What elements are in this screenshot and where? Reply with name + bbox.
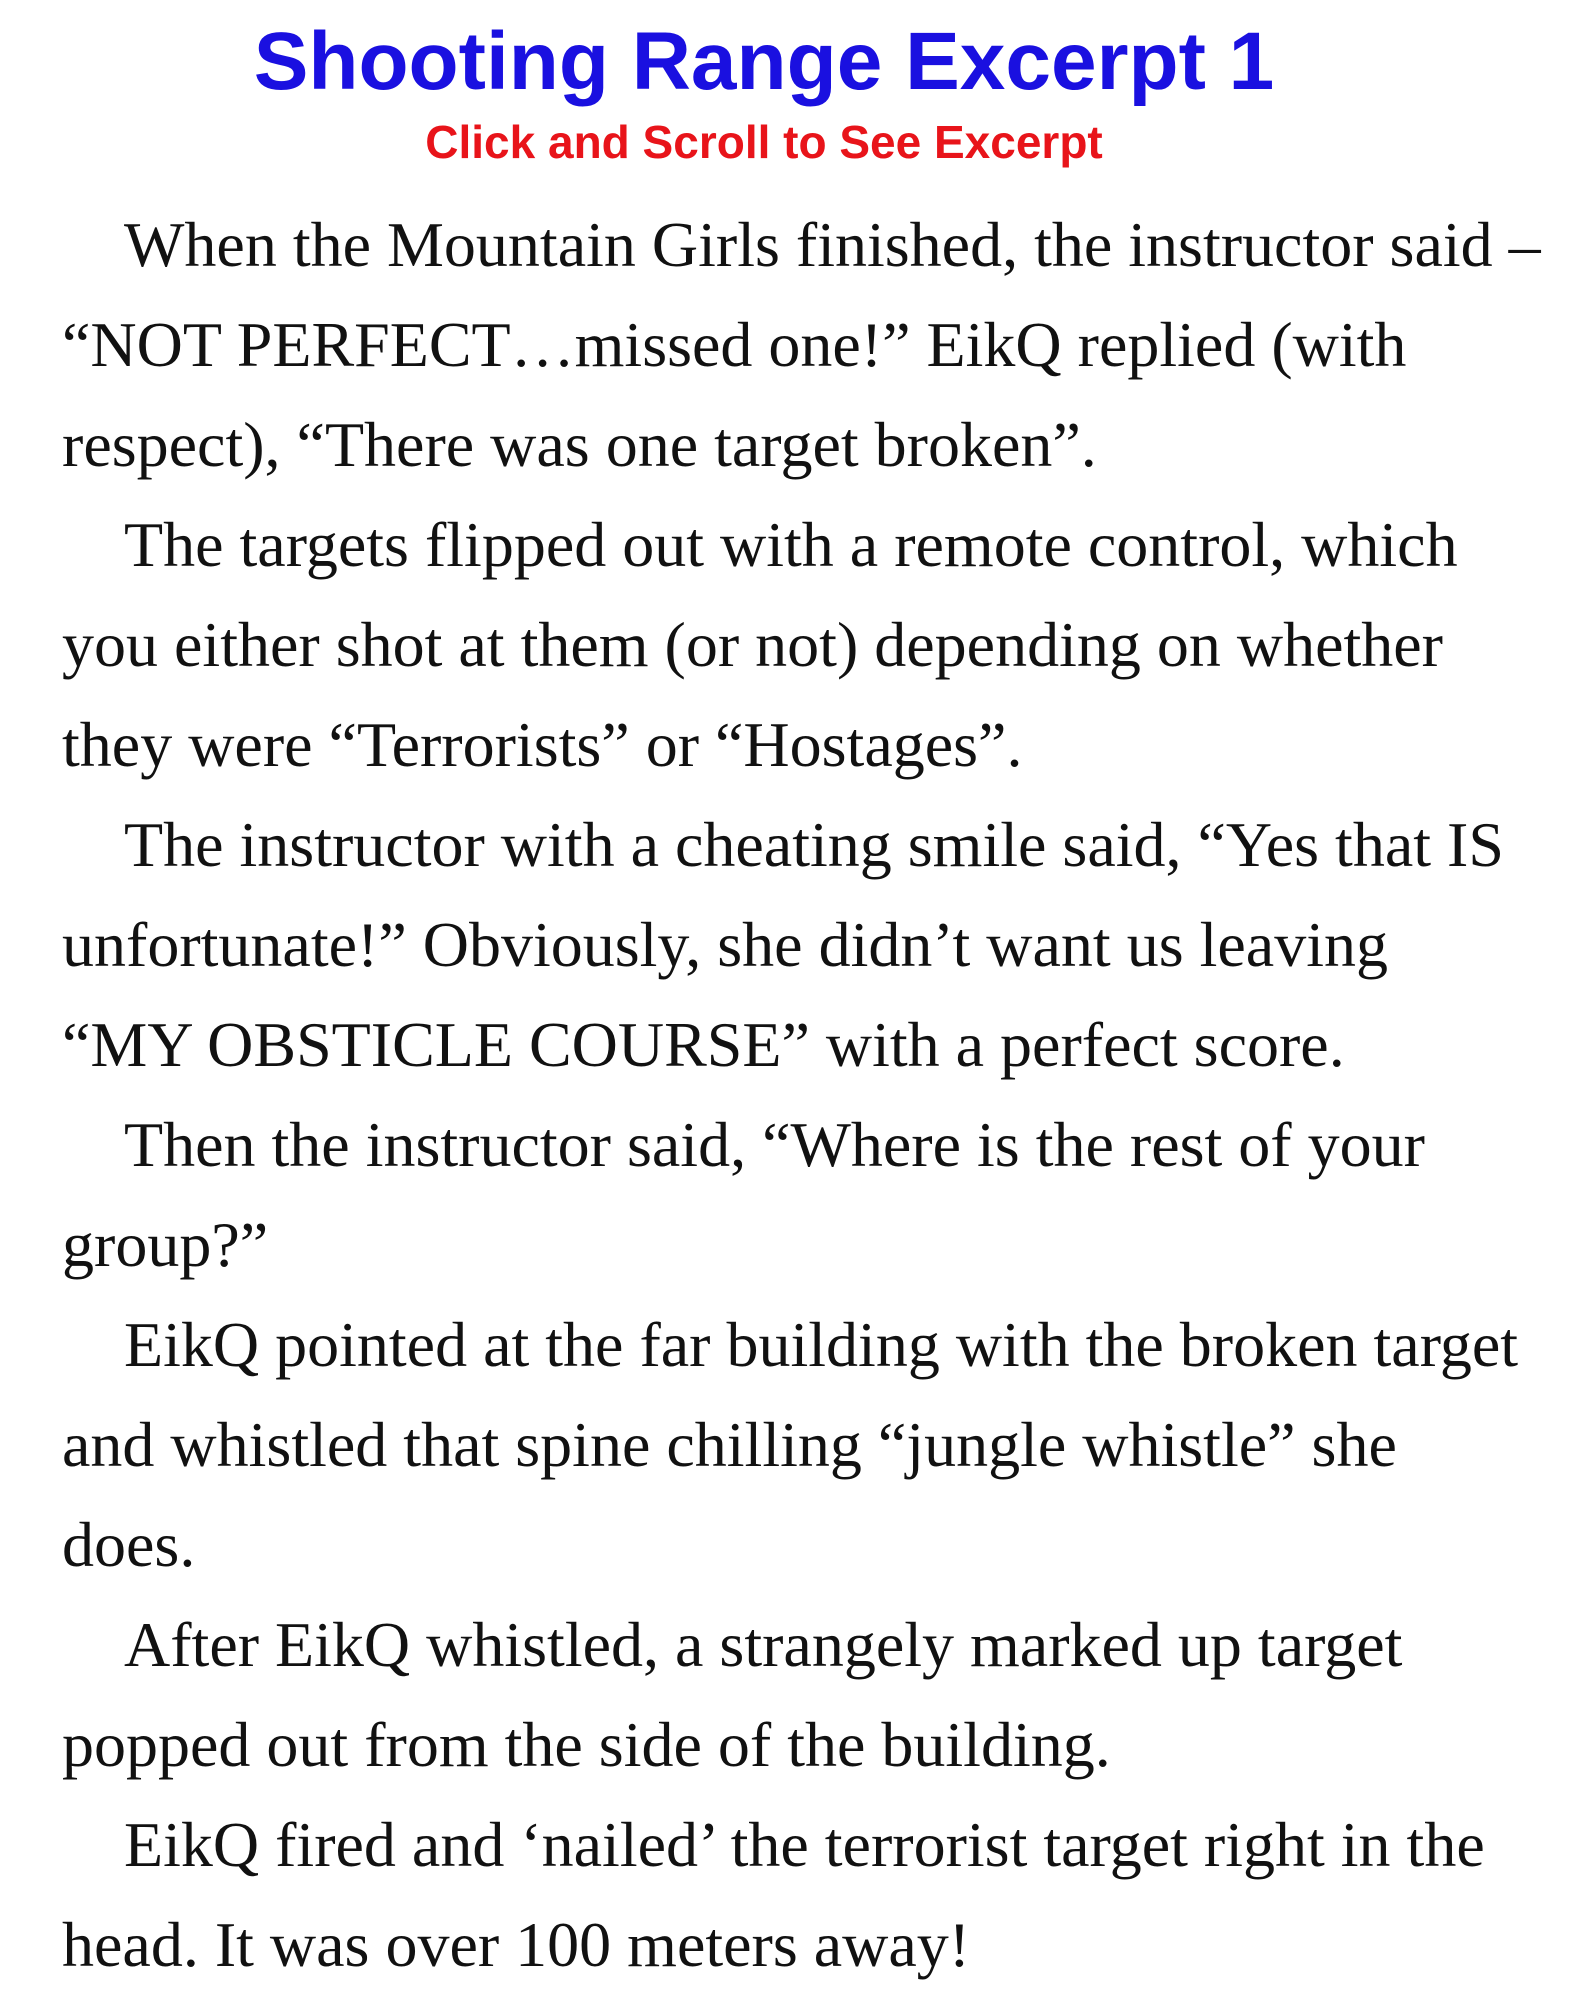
- paragraph-1: [62, 195, 1594, 495]
- text-line: they were “Terrorists” or “Hostages”.: [62, 709, 1023, 780]
- text-line: “MY OBSTICLE COURSE” with a perfect score.: [62, 1009, 1345, 1080]
- text-line: Then the instructor said, “Where is the rest of your: [124, 1109, 1425, 1180]
- paragraph-3: [62, 795, 1594, 1095]
- scroll-instruction: Click and Scroll to See Excerpt: [425, 116, 1103, 168]
- text-line: EikQ pointed at the far building with the broken target: [124, 1309, 1519, 1380]
- paragraph-5: [62, 1295, 1594, 1595]
- text-line: unfortunate!” Obviously, she didn’t want us leaving: [62, 909, 1388, 980]
- text-line: head. It was over 100 meters away!: [62, 1909, 971, 1980]
- text-line: When the Mountain Girls finished, the instructor said –: [124, 209, 1541, 280]
- paragraph-7: [62, 1795, 1594, 1995]
- text-line: EikQ fired and ‘nailed’ the terrorist target right in the: [124, 1809, 1485, 1880]
- excerpt-text[interactable]: [62, 195, 1594, 1995]
- page-title: Shooting Range Excerpt 1: [253, 16, 1275, 107]
- text-line: group?”: [62, 1209, 269, 1280]
- text-line: “NOT PERFECT…missed one!” EikQ replied (with: [62, 309, 1407, 380]
- text-line: The targets flipped out with a remote control, which: [124, 509, 1458, 580]
- text-line: popped out from the side of the building.: [62, 1709, 1111, 1780]
- text-line: respect), “There was one target broken”.: [62, 409, 1097, 480]
- paragraph-6: [62, 1595, 1594, 1795]
- text-line: After EikQ whistled, a strangely marked up target: [124, 1609, 1403, 1680]
- text-line: you either shot at them (or not) depending on whether: [62, 609, 1443, 680]
- text-line: does.: [62, 1509, 196, 1580]
- text-line: The instructor with a cheating smile said, “Yes that IS: [124, 809, 1504, 880]
- text-line: and whistled that spine chilling “jungle whistle” she: [62, 1409, 1397, 1480]
- paragraph-4: [62, 1095, 1594, 1295]
- paragraph-2: [62, 495, 1594, 795]
